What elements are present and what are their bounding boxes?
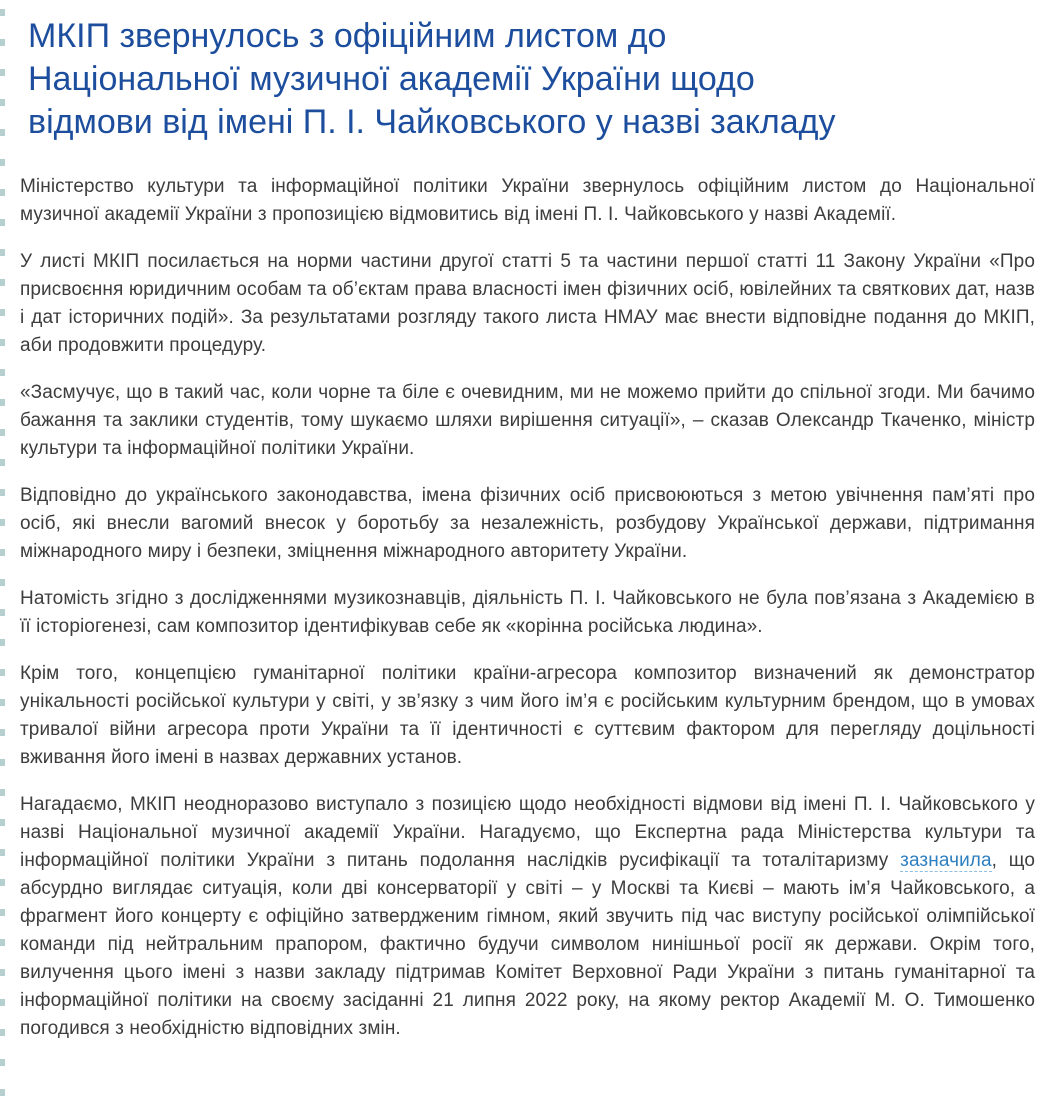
paragraph-reminder xyxy=(20,791,1035,1043)
paragraph-minister-quote: «Засмучує, що в такий час, коли чорне та біле є очевидним, ми не можемо прийти до спільної згоди. Ми бачимо бажання та заклики студентів, тому шукаємо шляхи вирішення ситуації», – сказав Олександр Ткаченко, міністр культури та інформаційної політики України. xyxy=(20,382,1035,459)
zaznachyla-link[interactable]: зазначила xyxy=(900,850,992,871)
article-title xyxy=(28,15,1035,144)
paragraph-musicologists: Натомість згідно з дослідженнями музикознавців, діяльність П. І. Чайковського не була пов’язана з Академією в її історіогенезі, сам композитор ідентифікував себе як «корінна російська людина». xyxy=(20,588,1035,637)
paragraph-legislation: Відповідно до українського законодавства, імена фізичних осіб присвоюються з метою увічнення пам’яті про осіб, які внесли вагомий внесок у боротьбу за незалежність, розбудову Української держави, підтримання міжнародного миру і безпеки, зміцнення міжнародного авторитету України. xyxy=(20,485,1035,562)
paragraph-text-before-link: Нагадаємо, МКІП неодноразово виступало з позицією щодо необхідності відмови від імені П. І. Чайковського у назві Національної музичної академії України. Нагадуємо, що Експертна рада Міністерства культури та інформаційної політики України з питань подолання наслідків русифікації та тоталітаризму xyxy=(20,794,1035,871)
title-line-2: Національної музичної академії України щодо xyxy=(28,60,755,98)
title-line-1: МКІП звернулось з офіційним листом до xyxy=(28,17,667,55)
paragraph-aggressor-policy: Крім того, концепцією гуманітарної політики країни-агресора композитор визначений як демонстратор унікальності російської культури у світі, у зв’язку з чим його ім’я є російським культурним брендом, що в умовах тривалої війни агресора проти України та її ідентичності є суттєвим фактором для перегляду доцільності вживання його імені в назвах державних установ. xyxy=(20,663,1035,768)
title-line-3: відмови від імені П. І. Чайковського у назві закладу xyxy=(28,103,836,141)
paragraph-lead: Міністерство культури та інформаційної політики України звернулось офіційним листом до Національної музичної академії України з пропозицією відмовитись від імені П. І. Чайковського у назві Академії. xyxy=(20,176,1035,225)
paragraph-law-reference: У листі МКІП посилається на норми частини другої статті 5 та частини першої статті 11 Закону України «Про присвоєння юридичним особам та об’єктам права власності імен фізичних осіб, ювілейних та святкових дат, назв і дат історичних подій». За результатами розгляду такого листа НМАУ має внести відповідне подання до МКІП, аби продовжити процедуру. xyxy=(20,251,1035,356)
paragraph-text-after-link: , що абсурдно виглядає ситуація, коли дві консерваторії у світі – у Москві та Києві – мають ім’я Чайковського, а фрагмент його концерту є офіційно затвердженим гімном, який звучить під час виступу російської олімпійської команди під нейтральним прапором, фактично будучи символом нинішньої росії як держави. Окрім того, вилучення цього імені з назви закладу підтримав Комітет Верховної Ради України з питань гуманітарної та інформаційної політики на своєму засіданні 21 липня 2022 року, на якому ректор Академії М. О. Тимошенко погодився з необхідністю відповідних змін. xyxy=(20,850,1035,1039)
left-dashed-border xyxy=(0,9,5,1108)
